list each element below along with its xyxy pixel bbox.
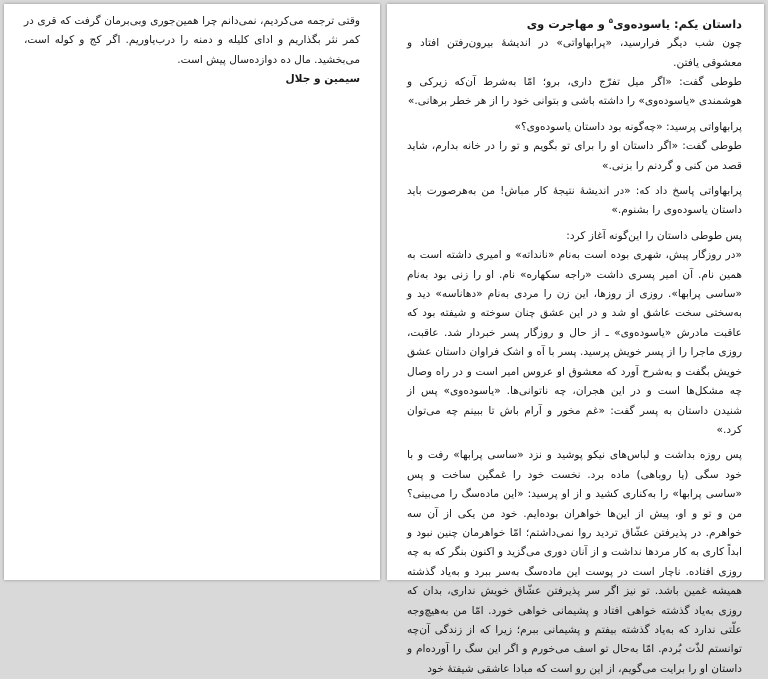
paragraph: چون شب دیگر فرارسید، «پرابهاواتی» در اندیشهٔ بیرون‌رفتن افتاد و معشوقی یافتن.	[407, 37, 742, 69]
left-page-paragraph: وقتی ترجمه می‌کردیم، نمی‌دانم چرا همین‌جوری و‌بی‌برمان گرفت که قری در کمر نثر بگذاریم و ادای کلیله و دمنه را درب‌یاوریم. اگر کج و کوله است، می‌بخشید. مال ده دوازده‌سال پیش است.	[24, 15, 360, 66]
chapter-title	[407, 12, 742, 34]
paragraph: طوطی گفت: «اگر میل تفرّج داری، برو؛ امّا به‌شرط آن‌که زیرکی و هوشمندی «یاسوده‌وی» را داشته باشی و بتوانی خود را از هر خطر برهانی.»	[407, 76, 742, 108]
paragraph: پرابهاواتی پاسخ داد که: «در اندیشهٔ نتیجهٔ کار مباش! من به‌هرصورت باید داستان یاسوده‌وی را بشنوم.»	[407, 185, 742, 217]
right-page	[387, 4, 764, 675]
paragraph: پس طوطی داستان را این‌گونه آغاز کرد:	[566, 229, 742, 242]
paragraph: پس روزه بداشت و لباس‌های نیکو پوشید و نزد «ساسی پرابها» رفت و با خود سگی (یا روباهی) ماده برد. نخست خود را غمگین ساخت و پس «ساسی پرابها» را به‌کناری کشید و از او پرسید: «این ماده‌سگ را می‌بینی؟ من و تو و او، پیش از این‌ها خواهران بوده‌ایم. خود من یکی از آن سه خواهرم. در پذیرفتن عشّاق تردید روا نمی‌داشتم؛ امّا خواهرمان چنین نبود و ابداً کاری به کار مردها نداشت و از آنان دوری می‌گزید و اکنون بنگر که به چه روزی افتاده. ناچار است در پوست این ماده‌سگ به‌سر ببرد و به‌یاد گذشته همیشه غمین باشد. تو نیز اگر سر پذیرفتن عشّاق خویش نداری، بدان که روزی به‌یاد گذشته خواهی افتاد و پشیمانی خواهی خورد. امّا من به‌هیچ‌وجه علّتی ندارد که به‌یاد گذشته بیفتم و پشیمانی ببرم؛ زیرا که از زندگی آن‌چه توانستم لذّت بُردم. امّا به‌حال تو اسف می‌خورم و اگر این سگ را آورده‌ام و داستان او را برایت می‌گویم، از این رو است که مبادا عاشقی شیفتهٔ خود	[407, 449, 742, 675]
chapter-title-main: داستان یکم: یاسوده‌وی	[613, 16, 742, 31]
chapter-title-rest: و مهاجرت وی	[526, 16, 609, 31]
paragraph: «در روزگار پیش، شهری بوده است به‌نام «نانداته» و امیری داشته است به همین نام. آن امیر پسری داشت «راجه سکهاره» نام. او را زنی بود به‌نام «ساسی پرابها». روزی از روزها، این زن را مردی به‌نام «دهاناسه» دید و به‌سختی سخت عاشق او شد و در این عشق چنان سوخته و شیفته بود که عاقبت مادرش «یاسوده‌وی» ـ از حال و روزگار پسر خبردار شد. عاقبت، روزی ماجرا را از پسر خویش پرسید. پسر با آه و اشک فراوان داستان عشق خویش بگفت و به‌شرح آورد که معشوق او عروس امیر است و در راه وصال چه مشکل‌ها است و در این هجران، چه ناتوانی‌ها. «یاسوده‌وی» پس از شنیدن داستان به پسر گفت: «غم مخور و آرام باش تا ببینم چه می‌توان کرد.»	[407, 249, 742, 436]
left-page-text	[4, 4, 380, 90]
paragraph: پرابهاواتی پرسید: «چه‌گونه بود داستان یاسوده‌وی؟»	[514, 120, 742, 133]
paragraph: طوطی گفت: «اگر داستان او را برای تو بگویم و تو را در خانه بدارم، شاید قصد من کنی و گردنم را بزنی.»	[407, 140, 742, 172]
right-page-text	[387, 4, 764, 679]
left-page	[4, 4, 380, 580]
signature: سیمین و جلال	[285, 73, 360, 86]
footnote-marker: ۵	[608, 17, 614, 25]
